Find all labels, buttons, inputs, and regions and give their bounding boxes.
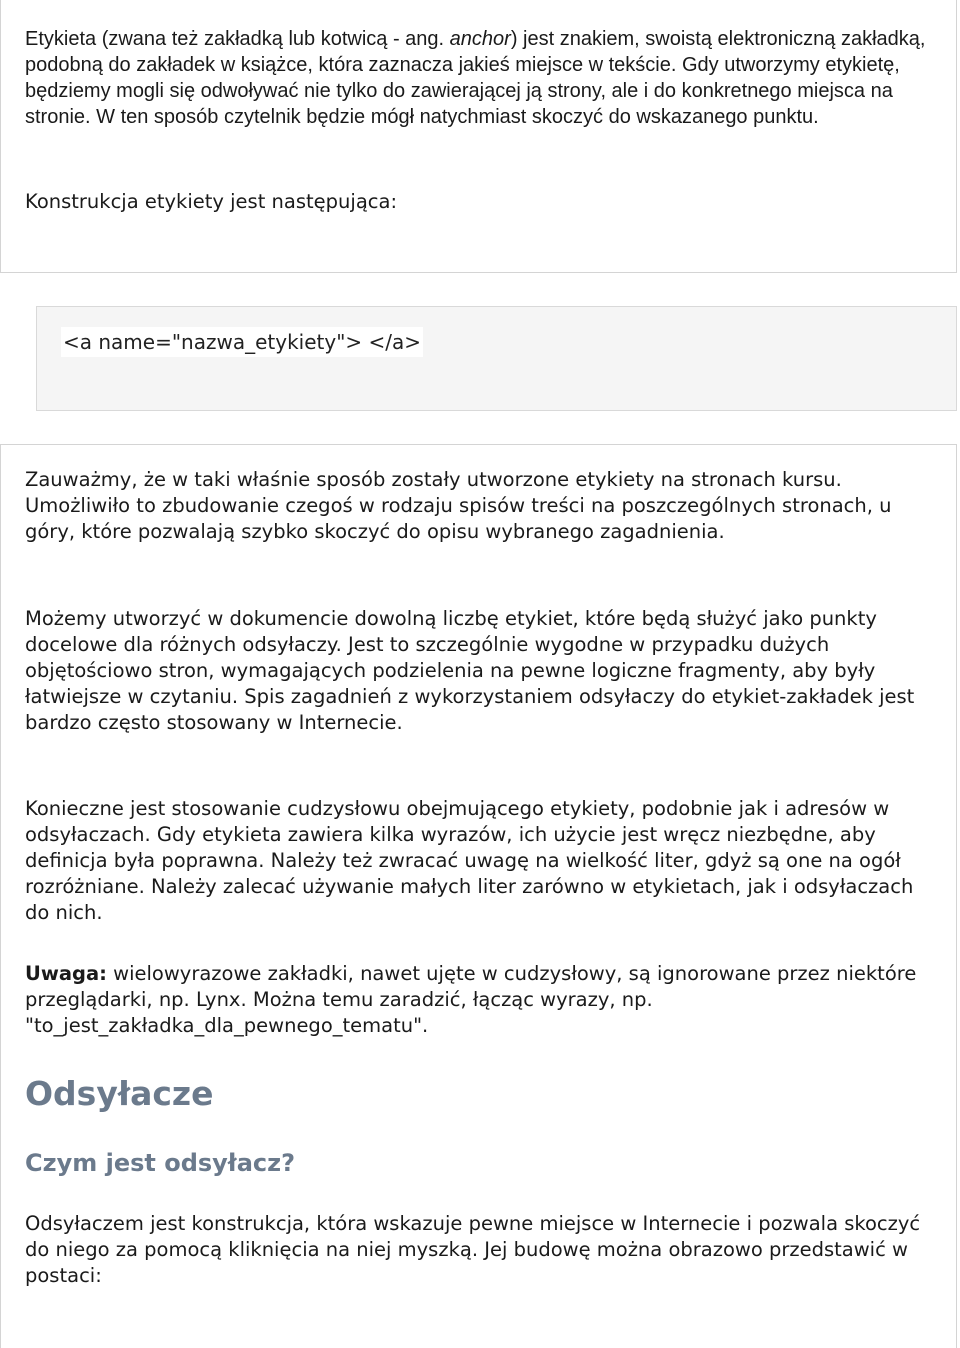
intro-text-start: Etykieta (zwana też zakładką lub kotwicą - ang. (25, 28, 450, 50)
intro-text-end: ) jest znakiem, swoistą elektroniczną zakładką, podobną do zakładek w książce, która zaznacza jakieś miejsce w tekście. Gdy utworzymy etykietę, będziemy mogli się odwoływać nie tylko do zawierającej ją strony, ale i do konkretnego miejsca na stronie. W ten sposób czytelnik będzie mógł natychmiast skoczyć do wskazanego punktu. (25, 28, 926, 128)
warning-label: Uwaga: (25, 962, 107, 985)
paragraph-labels-in-course: Zauważmy, że w taki właśnie sposób zostały utworzone etykiety na stronach kursu. Umożliwiło to zbudowanie czegoś w rodzaju spisów treści na poszczególnych stronach, u góry, które pozwalają szybko skoczyć do opisu wybranego zagadnienia. (25, 468, 892, 543)
paragraph-quotes-requirement: Konieczne jest stosowanie cudzysłowu obejmującego etykiety, podobnie jak i adresów w odsyłaczach. Gdy etykieta zawiera kilka wyrazów, ich użycie jest wręcz niezbędne, aby definicja była poprawna. Należy też zwracać uwagę na wielkość liter, gdyż są one na ogół rozróżniane. Należy zalecać używanie małych liter zarówno w etykietach, jak i odsyłaczach do nich. (25, 797, 914, 924)
anchor-term: anchor (449, 28, 511, 50)
paragraph-multiple-labels: Możemy utworzyć w dokumencie dowolną liczbę etykiet, które będą służyć jako punkty docelowe dla różnych odsyłaczy. Jest to szczególnie wygodne w przypadku dużych objętościowo stron, wymagających podzielenia na pewne logiczne fragmenty, aby były łatwiejsze w czytaniu. Spis zagadnień z wykorzystaniem odsyłaczy do etykiet-zakładek jest bardzo często stosowany w Internecie. (25, 607, 915, 734)
code-example-box (36, 306, 957, 411)
subsection-heading: Czym jest odsyłacz? (25, 1149, 296, 1177)
closing-paragraph: Odsyłaczem jest konstrukcja, która wskazuje pewne miejsce w Internecie i pozwala skoczyć do niego za pomocą kliknięcia na niej myszką. Jej budowę można obrazowo przedstawić w postaci: (25, 1212, 921, 1287)
intro-paragraph (25, 26, 935, 130)
section-heading: Odsyłacze (25, 1074, 214, 1113)
construction-label: Konstrukcja etykiety jest następująca: (25, 190, 398, 213)
warning-paragraph (25, 961, 935, 1039)
warning-text: wielowyrazowe zakładki, nawet ujęte w cudzysłowy, są ignorowane przez niektóre przeglądarki, np. Lynx. Można temu zaradzić, łącząc wyrazy, np. "to_jest_zakładka_dla_pewnego_tematu". (25, 962, 917, 1037)
code-example: <a name="nazwa_etykiety"> </a> (61, 327, 423, 357)
